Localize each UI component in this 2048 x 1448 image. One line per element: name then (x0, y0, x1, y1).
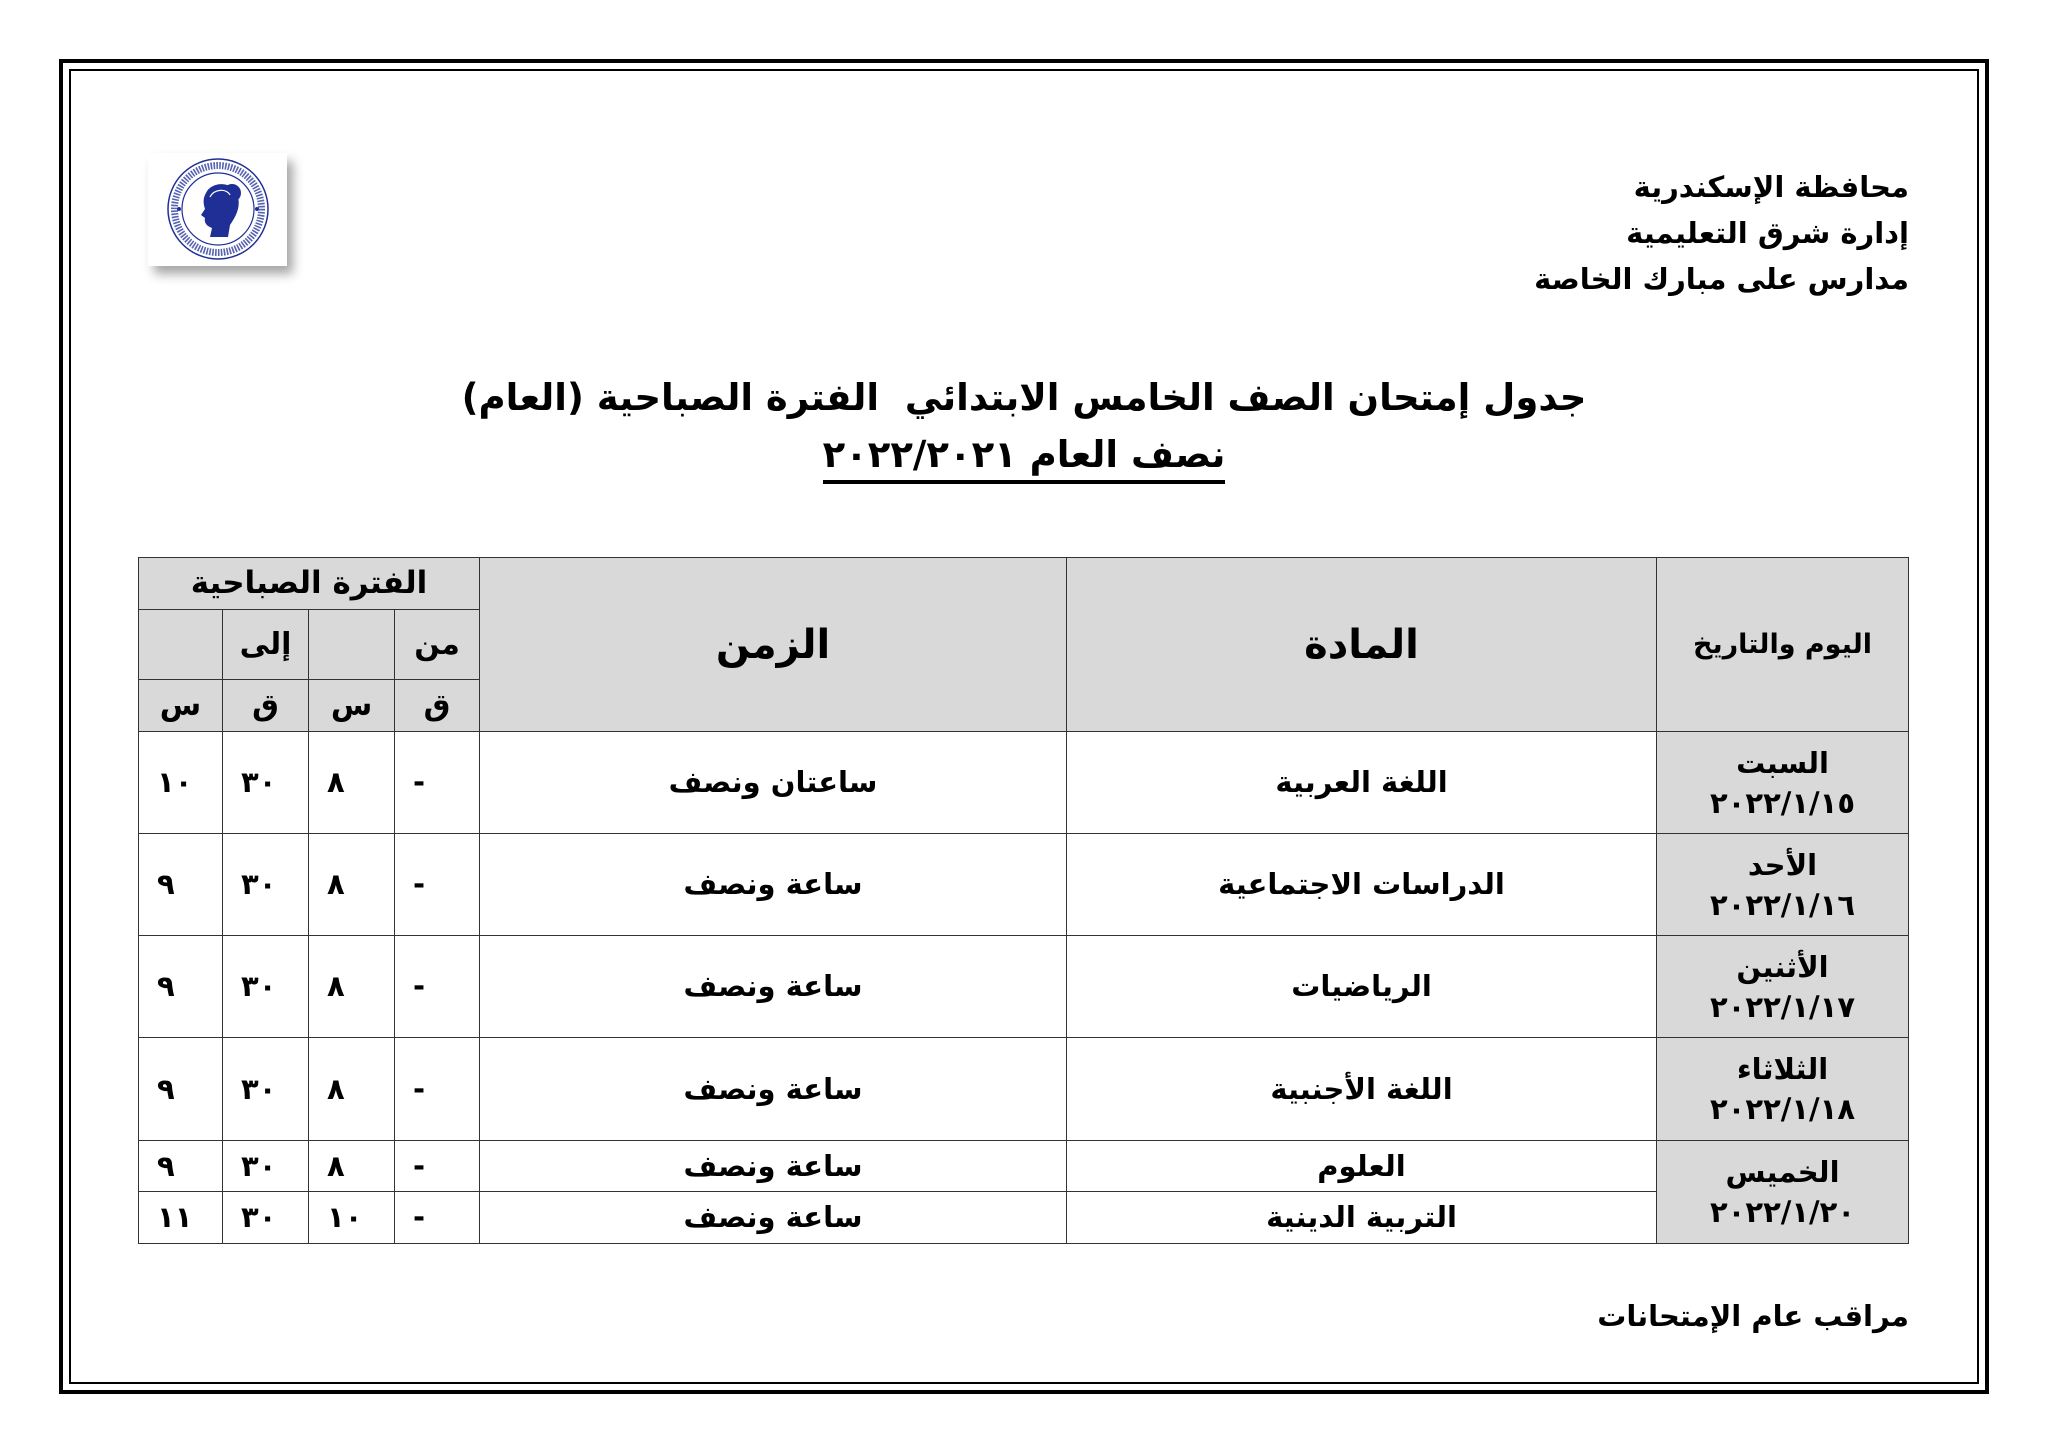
day-name: الأحد (1747, 847, 1818, 882)
day-name: الثلاثاء (1736, 1052, 1829, 1086)
table-row (139, 1038, 1909, 1141)
exam-date: ٢٠٢٢/١/٢٠ (1709, 1195, 1856, 1229)
to-hour-cell: ٩ (139, 1038, 223, 1141)
duration-cell: ساعة ونصف (480, 1141, 1067, 1192)
title-main: جدول إمتحان الصف الخامس الابتدائي الفترة الصباحية (العام) (461, 376, 1587, 419)
school-name: مدارس على مبارك الخاصة (1534, 262, 1909, 296)
header-day-date: اليوم والتاريخ (1657, 558, 1909, 732)
from-hour-cell: ١٠ (309, 1192, 395, 1244)
from-minute-cell: - (395, 732, 480, 834)
from-minute-cell: - (395, 834, 480, 936)
header-from-blank (309, 610, 395, 680)
header-morning-period: الفترة الصباحية (139, 558, 480, 610)
subject-cell: الدراسات الاجتماعية (1067, 834, 1657, 936)
day-name: الأثنين (1736, 949, 1829, 984)
document-title (0, 370, 2048, 484)
from-minute-cell: - (395, 1141, 480, 1192)
day-date-cell (1657, 936, 1909, 1038)
from-minute-cell: - (395, 1038, 480, 1141)
exam-supervisor-signature-label: مراقب عام الإمتحانات (1597, 1299, 1909, 1333)
school-logo (148, 153, 287, 266)
to-hour-cell: ٩ (139, 936, 223, 1038)
table-row (139, 732, 1909, 834)
exam-date: ٢٠٢٢/١/١٦ (1709, 887, 1856, 922)
exam-date: ٢٠٢٢/١/١٥ (1709, 785, 1856, 820)
subject-cell: اللغة الأجنبية (1067, 1038, 1657, 1141)
from-hour-cell: ٨ (309, 936, 395, 1038)
header-to-minute: ق (223, 680, 309, 732)
day-date-cell (1657, 732, 1909, 834)
header-from-minute: ق (395, 680, 480, 732)
administration-name: إدارة شرق التعليمية (1626, 216, 1909, 250)
duration-cell: ساعتان ونصف (480, 732, 1067, 834)
governorate-name: محافظة الإسكندرية (1633, 170, 1909, 204)
to-minute-cell: ٣٠ (223, 1141, 309, 1192)
to-minute-cell: ٣٠ (223, 1038, 309, 1141)
to-minute-cell: ٣٠ (223, 1192, 309, 1244)
header-from: من (395, 610, 480, 680)
to-hour-cell: ٩ (139, 834, 223, 936)
from-minute-cell: - (395, 936, 480, 1038)
exam-schedule-table (138, 557, 1909, 1244)
title-term-year: نصف العام ٢٠٢٢/٢٠٢١ (823, 432, 1226, 484)
subject-cell: الرياضيات (1067, 936, 1657, 1038)
header-from-hour: س (309, 680, 395, 732)
day-date-cell (1657, 1038, 1909, 1141)
header-to-blank (139, 610, 223, 680)
to-hour-cell: ١٠ (139, 732, 223, 834)
from-minute-cell: - (395, 1192, 480, 1244)
duration-cell: ساعة ونصف (480, 1192, 1067, 1244)
exam-date: ٢٠٢٢/١/١٧ (1709, 989, 1856, 1024)
header-to: إلى (223, 610, 309, 680)
header-subject: المادة (1067, 558, 1657, 732)
subject-cell: اللغة العربية (1067, 732, 1657, 834)
exam-date: ٢٠٢٢/١/١٨ (1709, 1092, 1856, 1126)
day-name: الخميس (1725, 1155, 1840, 1189)
from-hour-cell: ٨ (309, 1038, 395, 1141)
header-duration: الزمن (480, 558, 1067, 732)
table-row (139, 1192, 1909, 1244)
day-name: السبت (1736, 745, 1829, 780)
subject-cell: العلوم (1067, 1141, 1657, 1192)
from-hour-cell: ٨ (309, 732, 395, 834)
to-hour-cell: ٩ (139, 1141, 223, 1192)
to-hour-cell: ١١ (139, 1192, 223, 1244)
subject-cell: التربية الدينية (1067, 1192, 1657, 1244)
to-minute-cell: ٣٠ (223, 732, 309, 834)
table-header-row (139, 558, 1909, 610)
duration-cell: ساعة ونصف (480, 834, 1067, 936)
duration-cell: ساعة ونصف (480, 1038, 1067, 1141)
table-row (139, 1141, 1909, 1192)
from-hour-cell: ٨ (309, 1141, 395, 1192)
table-row (139, 834, 1909, 936)
header-to-hour: س (139, 680, 223, 732)
day-date-cell (1657, 1141, 1909, 1244)
school-header (1534, 164, 1909, 302)
to-minute-cell: ٣٠ (223, 834, 309, 936)
day-date-cell (1657, 834, 1909, 936)
to-minute-cell: ٣٠ (223, 936, 309, 1038)
duration-cell: ساعة ونصف (480, 936, 1067, 1038)
from-hour-cell: ٨ (309, 834, 395, 936)
school-seal-icon (148, 153, 287, 266)
table-row (139, 936, 1909, 1038)
